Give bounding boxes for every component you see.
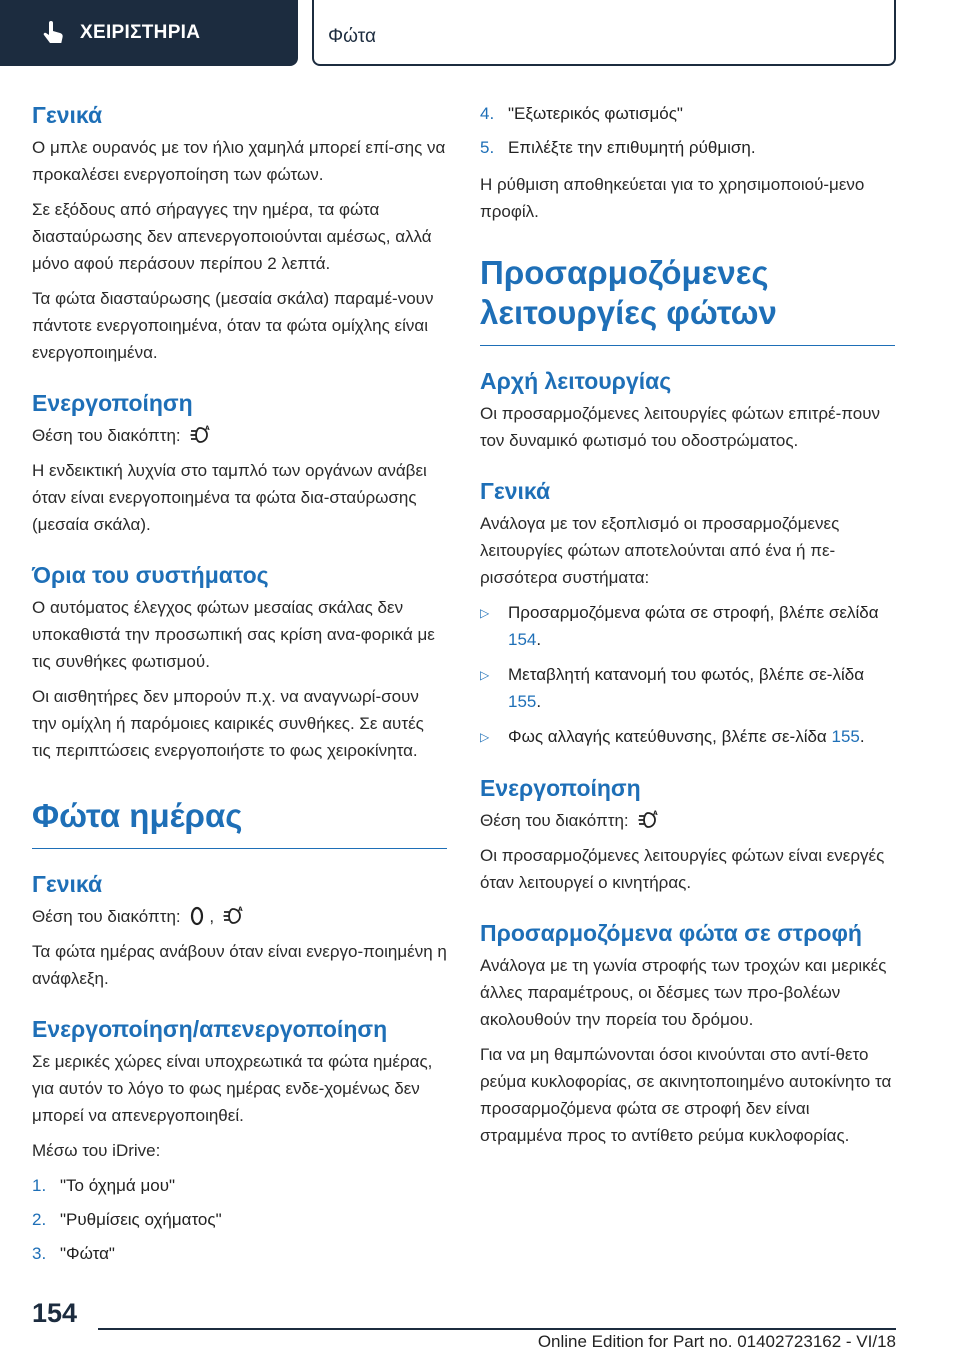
systems-list — [480, 599, 895, 751]
paragraph — [32, 903, 447, 930]
chapter-tab — [0, 0, 298, 66]
right-column — [480, 100, 895, 1157]
hand-pointer-icon — [40, 20, 66, 46]
paragraph: Οι αισθητήρες δεν μπορούν π.χ. να αναγνωρί-σουν την ομίχλη ή παρόμοιες καιρικές συνθήκες. Σε αυτές τις περιπτώσεις ενεργοποιήστε το φως χειροκίνητα. — [32, 687, 424, 760]
paragraph: Η ενδεικτική λυχνία στο ταμπλό των οργάνων ανάβει όταν είναι ενεργοποιημένα τα φώτα δια-σταύρωσης (μεσαία σκάλα). — [32, 461, 427, 534]
steps-list — [32, 1172, 447, 1267]
paragraph: Η ρύθμιση αποθηκεύεται για το χρησιμοποιού-μενο προφίλ. — [480, 175, 865, 221]
page-link[interactable]: 154 — [508, 630, 537, 649]
triangle-bullet-icon: ▷ — [480, 730, 490, 744]
heading-adaptive-light-functions: Προσαρμοζόμενες λειτουργίες φώτων — [480, 253, 895, 346]
switch-position-label: Θέση του διακόπτη: — [32, 426, 181, 445]
auto-light-switch-icon — [222, 905, 244, 927]
page-number: 154 — [32, 1298, 78, 1328]
heading-adaptive-cornering-lights: Προσαρμοζόμενα φώτα σε στροφή — [480, 920, 862, 946]
triangle-bullet-icon: ▷ — [480, 606, 490, 620]
heading-general: Γενικά — [32, 102, 103, 128]
left-column — [32, 100, 447, 1277]
list-item: ▷ Προσαρμοζόμενα φώτα σε στροφή, βλέπε σελίδα 154. — [480, 599, 895, 653]
list-item: 4. "Εξωτερικός φωτισμός" — [480, 104, 683, 123]
paragraph: Σε εξόδους από σήραγγες την ημέρα, τα φώτα διασταύρωσης δεν απενεργοποιούνται αμέσως, αλλά μόνο αφού περάσουν περίπου 2 λεπτά. — [32, 200, 432, 273]
paragraph: Ανάλογα με τον εξοπλισμό οι προσαρμοζόμενες λειτουργίες φώτων αποτελούνται από ένα ή πε-ρισσότερα συστήματα: — [480, 514, 840, 587]
paragraph: Τα φώτα ημέρας ανάβουν όταν είναι ενεργο-ποιημένη η ανάφλεξη. — [32, 942, 447, 988]
switch-position-label: Θέση του διακόπτη: — [480, 811, 629, 830]
heading-daytime-lights: Φώτα ημέρας — [32, 796, 447, 849]
svg-text:A: A — [652, 810, 658, 817]
list-item: 3. "Φώτα" — [32, 1244, 115, 1263]
paragraph: Ο αυτόματος έλεγχος φώτων μεσαίας σκάλας δεν υποκαθιστά την προσωπική σας κρίση ανα-φορικά με τις συνθήκες φωτισμού. — [32, 598, 435, 671]
heading-activation-deactivation: Ενεργοποίηση/απενεργοποίηση — [32, 1016, 388, 1042]
svg-text:A: A — [238, 906, 243, 913]
triangle-bullet-icon: ▷ — [480, 668, 490, 682]
edition-note: Online Edition for Part no. 01402723162 - VI/18 — [537, 1332, 896, 1351]
heading-principle: Αρχή λειτουργίας — [480, 368, 672, 394]
paragraph — [480, 807, 895, 834]
switch-position-label: Θέση του διακόπτη: — [32, 907, 181, 926]
paragraph: Σε μερικές χώρες είναι υποχρεωτικά τα φώτα ημέρας, για αυτόν το λόγο το φως ημέρας ενδε-χομένως δεν μπορεί να απενεργοποιηθεί. — [32, 1052, 433, 1125]
footer-divider — [98, 1328, 896, 1330]
zero-position-icon — [189, 905, 205, 927]
chapter-title: ΧΕΙΡΙΣΤΗΡΙΑ — [80, 22, 201, 43]
paragraph: Μέσω του iDrive: — [32, 1141, 161, 1160]
list-item: ▷ Φως αλλαγής κατεύθυνσης, βλέπε σε-λίδα 155. — [480, 723, 895, 751]
heading-general: Γενικά — [32, 871, 103, 897]
page-link[interactable]: 155 — [508, 692, 537, 711]
paragraph: Για να μη θαμπώνονται όσοι κινούνται στο αντί-θετο ρεύμα κυκλοφορίας, σε ακινητοποιημένο αυτοκίνητο τα προσαρμοζόμενα φώτα σε στροφή δεν είναι στραμμένα προς το αντίθετο ρεύμα κυκλοφορίας. — [480, 1045, 892, 1145]
auto-light-switch-icon — [189, 424, 211, 446]
list-item: 1. "Το όχημά μου" — [32, 1176, 176, 1195]
heading-general: Γενικά — [480, 478, 551, 504]
steps-list — [480, 100, 895, 161]
separator: , — [209, 907, 215, 926]
list-item: ▷ Μεταβλητή κατανομή του φωτός, βλέπε σε-λίδα 155. — [480, 661, 895, 715]
paragraph — [32, 422, 447, 449]
auto-light-switch-icon — [637, 809, 659, 831]
paragraph: Ανάλογα με τη γωνία στροφής των τροχών και μερικές άλλες παραμέτρους, οι δέσμες των προ-βολέων ακολουθούν την πορεία του δρόμου. — [480, 956, 887, 1029]
list-item: 5. Επιλέξτε την επιθυμητή ρύθμιση. — [480, 138, 756, 157]
paragraph: Ο μπλε ουρανός με τον ήλιο χαμηλά μπορεί επί-σης να προκαλέσει ενεργοποίηση των φώτων. — [32, 138, 446, 184]
heading-activation: Ενεργοποίηση — [32, 390, 193, 416]
page-header — [0, 0, 960, 66]
svg-text:A: A — [204, 425, 210, 432]
section-title: Φώτα — [312, 0, 896, 66]
paragraph: Οι προσαρμοζόμενες λειτουργίες φώτων είναι ενεργές όταν λειτουργεί ο κινητήρας. — [480, 846, 885, 892]
heading-system-limits: Όρια του συστήματος — [32, 562, 269, 588]
page-link[interactable]: 155 — [831, 727, 860, 746]
heading-activation: Ενεργοποίηση — [480, 775, 641, 801]
list-item: 2. "Ρυθμίσεις οχήματος" — [32, 1210, 222, 1229]
paragraph: Οι προσαρμοζόμενες λειτουργίες φώτων επιτρέ-πουν τον δυναμικό φωτισμό του οδοστρώματος. — [480, 404, 880, 450]
paragraph: Τα φώτα διασταύρωσης (μεσαία σκάλα) παραμέ-νουν πάντοτε ενεργοποιημένα, όταν τα φώτα ομίχλης είναι ενεργοποιημένα. — [32, 289, 434, 362]
